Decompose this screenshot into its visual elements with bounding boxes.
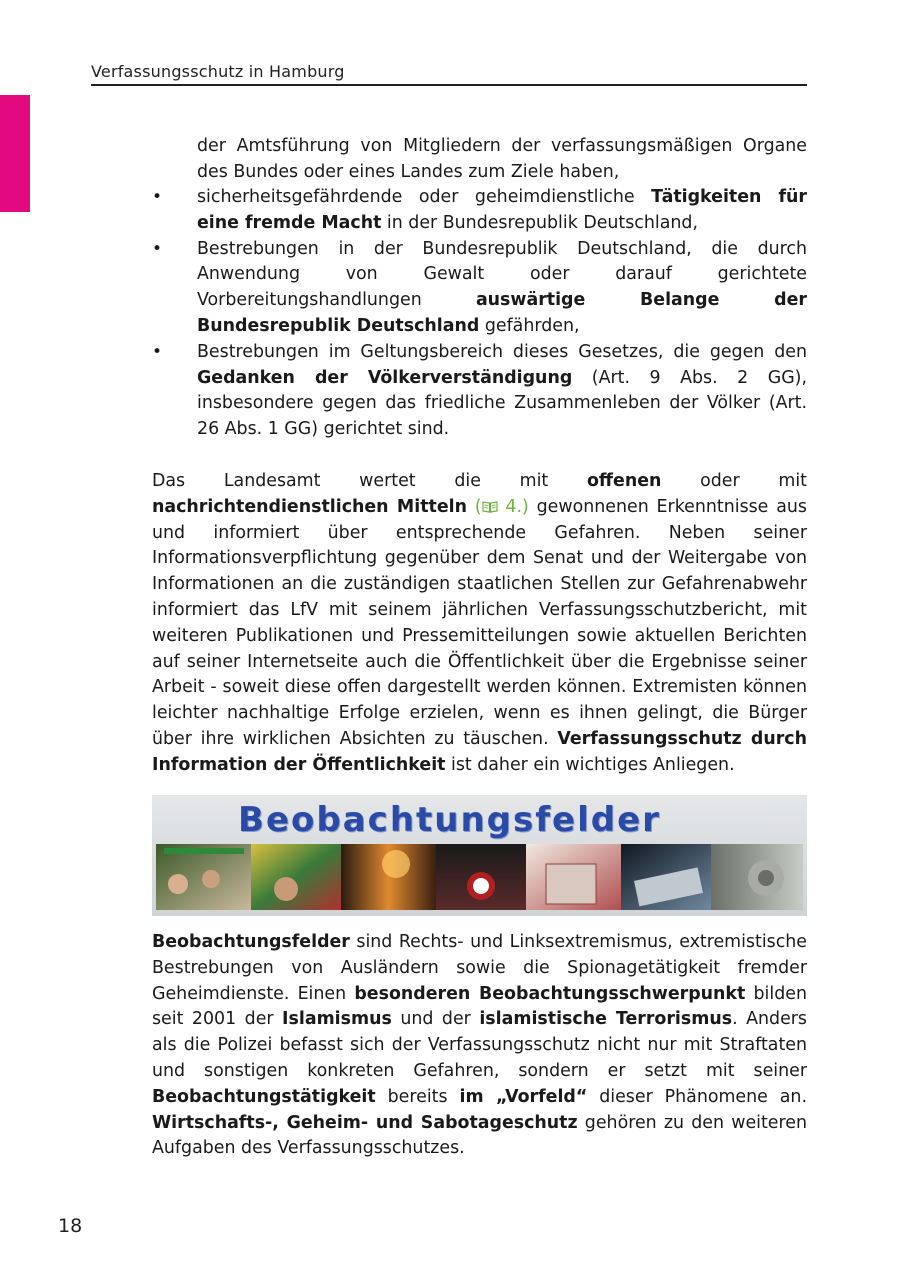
body-paragraph-information xyxy=(152,469,807,779)
bullet-list xyxy=(152,185,807,443)
paragraph-text: sind Rechts- und Linksextremismus, extremistische Bestrebungen von Ausländern sowie die Spionagetätigkeit fremder Geheimdienste. Einen xyxy=(152,932,807,1004)
paragraph-emphasis: Beobachtungsfelder xyxy=(152,932,350,952)
paragraph-emphasis: besonderen Beobachtungsschwerpunkt xyxy=(354,983,746,1004)
list-item xyxy=(152,340,807,443)
bullet-text: sicherheitsgefährdende oder geheimdienstliche xyxy=(197,187,652,207)
bullet-text: gefährden, xyxy=(479,315,580,336)
bullet-text: (Art. 9 Abs. 2 GG), insbesondere gegen das friedliche Zusammenleben der Völker (Art. 26 Abs. 1 GG) gerichtet sind. xyxy=(197,367,807,440)
chapter-reference-link[interactable] xyxy=(467,497,529,517)
paragraph-text: und der xyxy=(391,1009,480,1030)
page-number: 18 xyxy=(58,1215,83,1237)
running-header: Verfassungsschutz in Hamburg xyxy=(91,62,345,81)
paragraph-text: bilden seit 2001 der xyxy=(152,983,807,1030)
list-item xyxy=(152,237,807,340)
paragraph-text: gehören zu den weiteren Aufgaben des Verfassungsschutzes. xyxy=(152,1112,807,1159)
paragraph-text: dieser Phänomene an. xyxy=(587,1086,807,1107)
reference-paren: ( xyxy=(466,496,482,517)
beobachtungsfelder-banner xyxy=(152,795,807,916)
banner-title: Beobachtungsfelder xyxy=(238,800,661,840)
continuation-text: der Amtsführung von Mitgliedern der verfassungsmäßigen Organe des Bundes oder eines Landes zum Ziele haben, xyxy=(197,136,807,182)
reference-number: 4.) xyxy=(497,496,529,517)
bullet-marker: • xyxy=(152,238,163,259)
bullet-text: Bestrebungen im Geltungsbereich dieses Gesetzes, die gegen den xyxy=(197,341,807,362)
bullet-text: in der Bundesrepublik Deutschland, xyxy=(381,212,698,233)
section-color-tab xyxy=(0,95,30,212)
list-item xyxy=(152,185,807,237)
paragraph-emphasis: Beobachtungstätigkeit xyxy=(152,1086,376,1107)
paragraph-text: bereits xyxy=(375,1086,460,1107)
paragraph-emphasis: Verfassungsschutz durch Information der Öffentlichkeit xyxy=(152,728,807,775)
paragraph-text: oder mit xyxy=(661,471,807,491)
header-rule xyxy=(91,84,807,86)
paragraph-text: . Anders als die Polizei befasst sich der Verfassungsschutz nicht nur mit Straftaten und sonstigen konkreten Gefahren, sondern er setzt mit seiner xyxy=(152,1009,807,1081)
paragraph-emphasis: Wirtschafts-, Geheim- und Sabotageschutz xyxy=(152,1112,578,1133)
body-paragraph-fields xyxy=(152,930,807,1162)
bullet-marker: • xyxy=(152,187,163,207)
paragraph-emphasis: nachrichtendienstlichen Mitteln xyxy=(152,496,467,517)
banner-photo-collage xyxy=(156,844,803,910)
paragraph-emphasis: islamistische Terrorismus xyxy=(479,1009,733,1030)
bullet-marker: • xyxy=(152,341,163,362)
paragraph-text: ist daher ein wichtiges Anliegen. xyxy=(445,754,735,775)
paragraph-emphasis: Islamismus xyxy=(282,1009,392,1030)
book-icon xyxy=(482,500,498,513)
bullet-text: Bestrebungen in der Bundesrepublik Deutschland, die durch Anwendung von Gewalt oder darauf gerichtete Vorbereitungshandlungen xyxy=(197,238,807,311)
paragraph-emphasis: im „Vorfeld“ xyxy=(459,1086,588,1107)
paragraph-text: Das Landesamt wertet die mit xyxy=(152,471,587,491)
bullet-emphasis: auswärtige Belange der Bundesrepublik Deutschland xyxy=(197,290,807,336)
bullet-emphasis: Tätigkeiten für eine fremde Macht xyxy=(197,187,807,233)
paragraph-text: gewonnenen Erkenntnisse aus und informiert über entsprechende Gefahren. Neben seiner Informationsverpflichtung gegenüber dem Senat und der Weitergabe von Informationen an die zuständigen staatlichen Stellen zur Gefahrenabwehr informiert das LfV mit seinem jährlichen Verfassungsschutzbericht, mit weiteren Publikationen und Pressemitteilungen sowie aktuellen Berichten auf seiner Internetseite auch die Öffentlichkeit über die Ergebnisse seiner Arbeit - soweit diese offen dargestellt werden können. Extremisten können leichter nachhaltige Erfolge erzielen, wenn es ihnen gelingt, die Bürger über ihre wirklichen Absichten zu täuschen. xyxy=(152,496,807,749)
bullet-emphasis: Gedanken der Völkerverständigung xyxy=(197,367,573,388)
paragraph-emphasis: offenen xyxy=(586,471,662,491)
